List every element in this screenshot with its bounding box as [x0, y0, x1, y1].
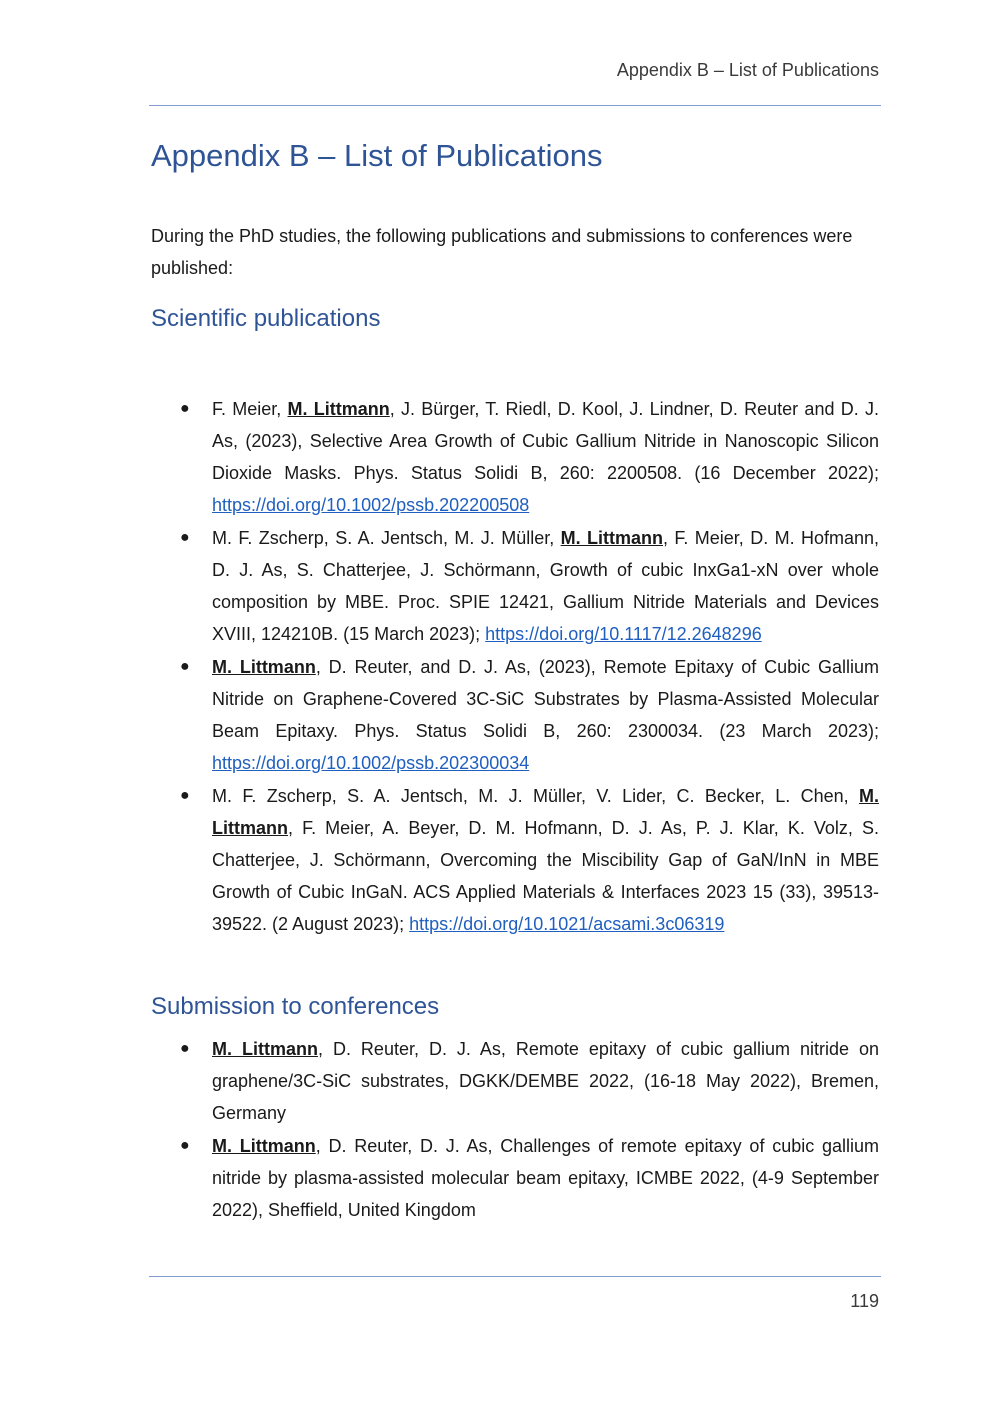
doi-link[interactable]: https://doi.org/10.1117/12.2648296	[485, 624, 762, 644]
list-item	[151, 651, 879, 779]
running-header: Appendix B – List of Publications	[616, 60, 879, 80]
conference-submissions-list	[151, 1033, 879, 1227]
author-self: M. Littmann	[212, 786, 879, 838]
item-authors-pre: M. F. Zscherp, S. A. Jentsch, M. J. Müller,	[212, 528, 561, 548]
scientific-publications-list	[151, 393, 879, 941]
doi-link[interactable]: https://doi.org/10.1002/pssb.202200508	[212, 495, 530, 515]
author-self: M. Littmann	[560, 528, 663, 548]
section-heading-scientific: Scientific publications	[151, 305, 381, 332]
author-self: M. Littmann	[212, 1136, 316, 1156]
footer-rule	[149, 1276, 881, 1277]
item-details: , D. Reuter, D. J. As, Challenges of remote epitaxy of cubic gallium nitride by plasma-assisted molecular beam epitaxy, ICMBE 2022, (4-9 September 2022), Sheffield, United Kingdom	[212, 1136, 879, 1220]
intro-paragraph: During the PhD studies, the following publications and submissions to conferences were published:	[151, 226, 853, 278]
bullet-icon: ●	[180, 658, 190, 675]
page-number: 119	[850, 1291, 879, 1311]
item-details: , D. Reuter, and D. J. As, (2023), Remote Epitaxy of Cubic Gallium Nitride on Graphene-Covered 3C-SiC Substrates by Plasma-Assisted Molecular Beam Epitaxy. Phys. Status Solidi B, 260: 2300034. (23 March 2023);	[212, 657, 879, 741]
item-authors-pre: F. Meier,	[212, 399, 288, 419]
header-rule	[149, 105, 881, 106]
bullet-icon: ●	[180, 1137, 190, 1154]
list-item	[151, 780, 879, 940]
list-item	[151, 1130, 879, 1226]
item-details: , F. Meier, A. Beyer, D. M. Hofmann, D. J. As, P. J. Klar, K. Volz, S. Chatterjee, J. Schörmann, Overcoming the Miscibility Gap of GaN/InN in MBE Growth of Cubic InGaN. ACS Applied Materials & Interfaces 2023 15 (33), 39513-39522. (2 August 2023);	[212, 818, 879, 934]
page-title: Appendix B – List of Publications	[151, 138, 603, 173]
list-item	[151, 393, 879, 521]
author-self: M. Littmann	[212, 657, 316, 677]
item-details: , D. Reuter, D. J. As, Remote epitaxy of cubic gallium nitride on graphene/3C-SiC substrates, DGKK/DEMBE 2022, (16-18 May 2022), Bremen, Germany	[212, 1039, 879, 1123]
item-details: , F. Meier, D. M. Hofmann, D. J. As, S. Chatterjee, J. Schörmann, Growth of cubic InxGa1-xN over whole composition by MBE. Proc. SPIE 12421, Gallium Nitride Materials and Devices XVIII, 124210B. (15 March 2023);	[212, 528, 880, 644]
list-item	[151, 1033, 879, 1129]
author-self: M. Littmann	[287, 399, 390, 419]
bullet-icon: ●	[180, 529, 190, 546]
item-details: , J. Bürger, T. Riedl, D. Kool, J. Lindner, D. Reuter and D. J. As, (2023), Selective Area Growth of Cubic Gallium Nitride in Nanoscopic Silicon Dioxide Masks. Phys. Status Solidi B, 260: 2200508. (16 December 2022);	[212, 399, 879, 483]
bullet-icon: ●	[180, 1040, 190, 1057]
item-authors-pre: M. F. Zscherp, S. A. Jentsch, M. J. Müller, V. Lider, C. Becker, L. Chen,	[212, 786, 859, 806]
list-item	[151, 522, 879, 650]
bullet-icon: ●	[180, 400, 190, 417]
author-self: M. Littmann	[212, 1039, 318, 1059]
doi-link[interactable]: https://doi.org/10.1002/pssb.202300034	[212, 753, 530, 773]
bullet-icon: ●	[180, 787, 190, 804]
doi-link[interactable]: https://doi.org/10.1021/acsami.3c06319	[409, 914, 725, 934]
section-heading-conferences: Submission to conferences	[151, 993, 440, 1020]
